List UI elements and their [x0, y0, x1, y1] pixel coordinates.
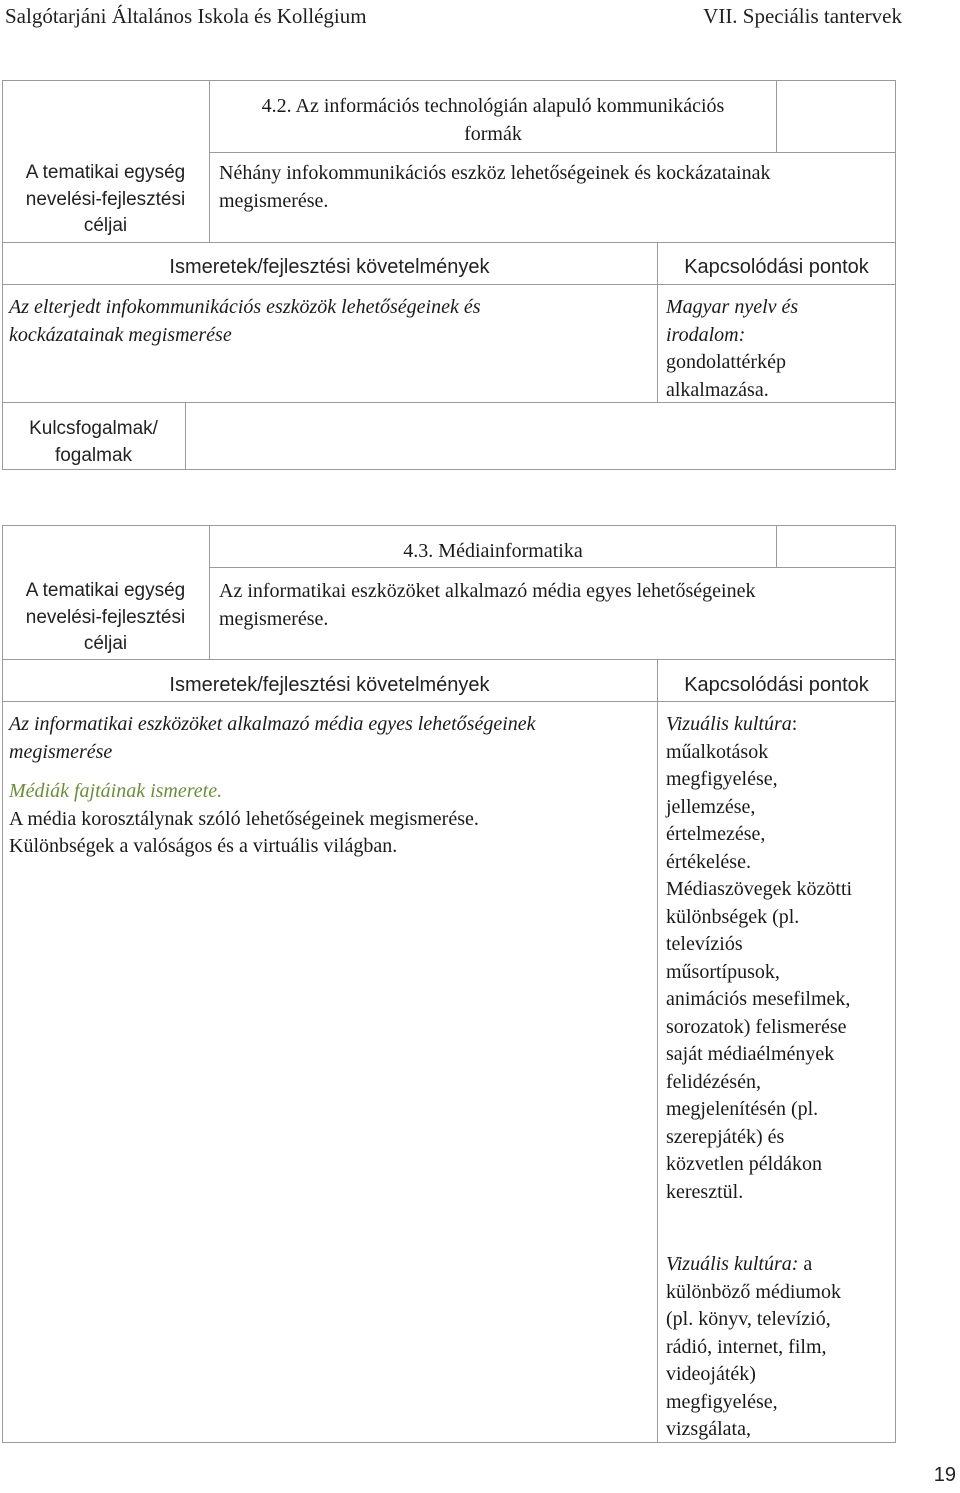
media-types-text: Médiák fajtáinak ismerete.	[9, 780, 223, 802]
col-header-requirements: Ismeretek/fejlesztési követelmények	[169, 256, 490, 278]
unit-title: 4.3. Médiainformatika	[403, 540, 583, 562]
col-header-requirements: Ismeretek/fejlesztési követelmények	[169, 674, 490, 696]
page-number: 19	[933, 1464, 956, 1486]
requirements-text: Az elterjedt infokommunikációs eszközök lehetőségeinek és kockázatainak megismerése	[9, 296, 481, 346]
unit-title: 4.2. Az információs technológián alapuló kommunikációs formák	[261, 95, 725, 145]
header-section: VII. Speciális tantervek	[703, 4, 902, 28]
col-header-links: Kapcsolódási pontok	[684, 256, 869, 278]
col-header-links: Kapcsolódási pontok	[684, 674, 869, 696]
label-unit-goals: A tematikai egység nevelési-fejlesztési céljai	[25, 162, 186, 236]
requirements-text: Az informatikai eszközöket alkalmazó média egyes lehetőségeinek megismerése Médiák fajtáinak ismerete. A média korosztálynak szóló lehetőségeinek megismerése. Különbségek a valóságos és a virtuális világban.	[9, 713, 536, 857]
links-text: Magyar nyelv és irodalom: gondolattérkép alkalmazása.	[666, 296, 799, 401]
unit-goals-text: Néhány infokommunikációs eszköz lehetőségeinek és kockázatainak megismerése.	[219, 162, 771, 212]
links-visual-culture-1: Vizuális kultúra: műalkotások megfigyelése, jellemzése, értelmezése, értékelése. Médiaszövegek közötti különbségek (pl. televíziós műsortípusok, animációs mesefilmek, sorozatok) felismerése saját médiaélmények felidézésén, megjelenítésén (pl. szerepjáték) és közvetlen példákon keresztül.	[666, 713, 853, 1203]
label-keywords: Kulcsfogalmak/ fogalmak	[29, 418, 158, 466]
links-visual-culture-2: Vizuális kultúra: a különböző médiumok (pl. könyv, televízió, rádió, internet, film, videojáték) megfigyelése, vizsgálata,	[666, 1253, 841, 1440]
label-unit-goals: A tematikai egység nevelési-fejlesztési céljai	[25, 580, 186, 654]
header-school: Salgótarjáni Általános Iskola és Kollégium	[5, 4, 367, 28]
unit-goals-text: Az informatikai eszközöket alkalmazó média egyes lehetőségeinek megismerése.	[219, 580, 756, 630]
